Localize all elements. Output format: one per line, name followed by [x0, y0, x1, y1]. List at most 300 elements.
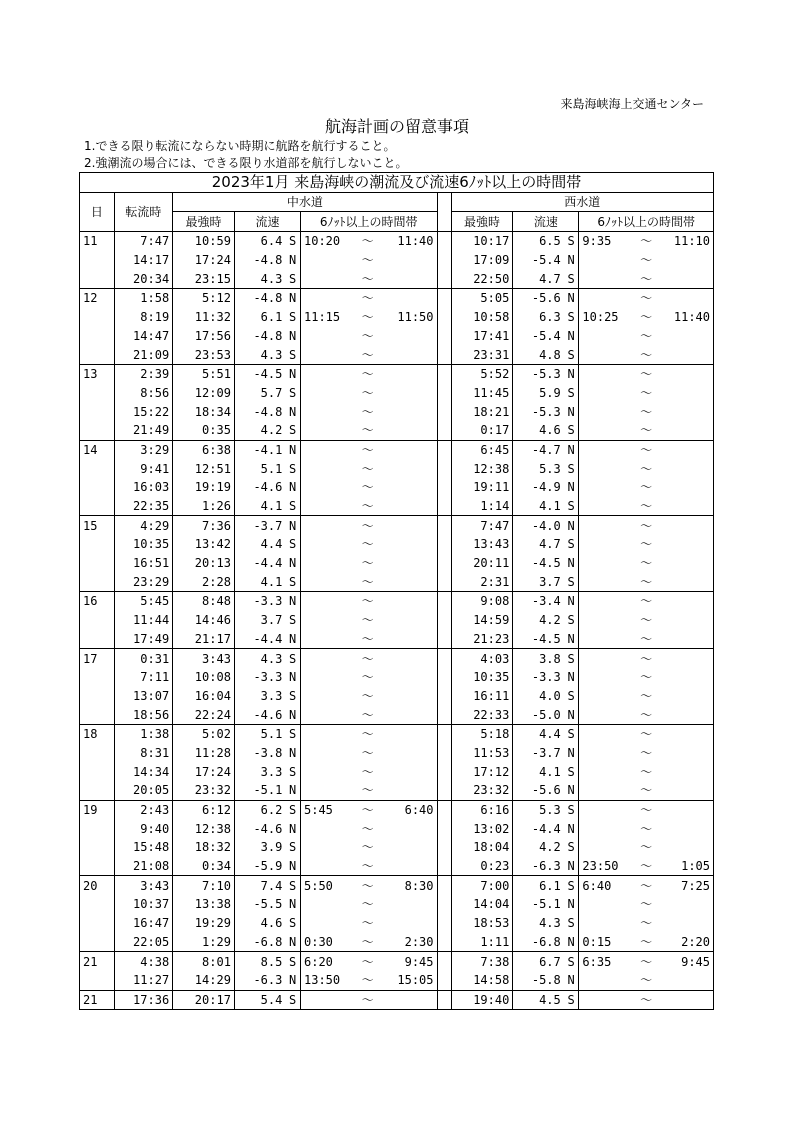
cell-naka-direction: S: [285, 611, 300, 630]
cell-turn-time: 9:41: [114, 459, 173, 478]
cell-nishi-max-time: 18:21: [451, 402, 513, 421]
cell-naka-max-time: 13:38: [173, 895, 235, 914]
cell-naka-window-tilde: ～: [361, 613, 374, 628]
cell-day: [80, 895, 115, 914]
col-header-day: 日: [80, 192, 115, 231]
table-row: [80, 478, 714, 497]
cell-nishi-window-start: [579, 251, 631, 270]
cell-nishi-window-end: [661, 724, 713, 743]
cell-nishi-speed: -4.5: [513, 630, 564, 649]
cell-naka-window-start: [301, 402, 353, 421]
cell-nishi-direction: S: [564, 952, 579, 971]
cell-nishi-max-time: 0:23: [451, 857, 513, 876]
cell-nishi-direction: S: [564, 459, 579, 478]
cell-nishi-direction: N: [564, 516, 579, 535]
cell-naka-direction: S: [285, 232, 300, 251]
cell-naka-window-tilde: ～: [353, 876, 383, 895]
cell-turn-time: 9:40: [114, 819, 173, 838]
column-gap: [437, 819, 451, 838]
cell-naka-window-tilde: ～: [361, 347, 374, 362]
cell-day: [80, 535, 115, 554]
cell-nishi-speed: -4.4: [513, 819, 564, 838]
cell-day: [80, 668, 115, 687]
cell-naka-window-tilde: ～: [361, 404, 374, 419]
cell-nishi-window-tilde: ～: [640, 537, 653, 552]
cell-naka-direction: N: [285, 402, 300, 421]
cell-nishi-speed: 6.7: [513, 952, 564, 971]
cell-naka-window-end: [383, 364, 437, 383]
cell-naka-max-time: 12:38: [173, 819, 235, 838]
cell-nishi-window-start: [579, 971, 631, 990]
cell-nishi-speed: -5.3: [513, 402, 564, 421]
cell-nishi-max-time: 20:11: [451, 554, 513, 573]
col-header-naka-window: 6ﾉｯﾄ以上の時間帯: [301, 212, 438, 232]
cell-nishi-max-time: 22:50: [451, 269, 513, 288]
cell-nishi-max-time: 7:00: [451, 876, 513, 895]
note-2: 2.強潮流の場合には、できる限り水道部を航行しないこと。: [84, 156, 408, 170]
cell-nishi-direction: S: [564, 649, 579, 668]
column-gap: [437, 952, 451, 971]
column-gap: [437, 251, 451, 270]
table-row: [80, 345, 714, 364]
cell-naka-direction: S: [285, 687, 300, 706]
cell-naka-window-end: [383, 535, 437, 554]
cell-nishi-speed: 4.3: [513, 914, 564, 933]
cell-day: [80, 687, 115, 706]
cell-naka-window-start: [301, 592, 353, 611]
cell-nishi-max-time: 17:12: [451, 762, 513, 781]
cell-naka-window-start: [301, 345, 353, 364]
cell-nishi-max-time: 5:52: [451, 364, 513, 383]
cell-nishi-window-tilde: ～: [640, 745, 653, 760]
cell-naka-max-time: 20:13: [173, 554, 235, 573]
cell-naka-window-end: 6:40: [383, 800, 437, 819]
cell-nishi-max-time: 19:40: [451, 990, 513, 1010]
cell-day: [80, 402, 115, 421]
cell-naka-max-time: 17:24: [173, 762, 235, 781]
cell-nishi-speed: 4.1: [513, 762, 564, 781]
column-gap: [437, 592, 451, 611]
cell-nishi-window-end: [661, 592, 713, 611]
cell-naka-window-start: [301, 554, 353, 573]
column-gap: [437, 269, 451, 288]
cell-nishi-direction: S: [564, 269, 579, 288]
cell-nishi-window-start: [579, 800, 631, 819]
cell-naka-max-time: 22:24: [173, 705, 235, 724]
table-row: [80, 611, 714, 630]
cell-turn-time: 3:43: [114, 876, 173, 895]
cell-naka-window-start: [301, 668, 353, 687]
cell-nishi-direction: N: [564, 971, 579, 990]
cell-nishi-window-tilde: ～: [640, 821, 653, 836]
column-gap: [437, 497, 451, 516]
cell-nishi-speed: 4.6: [513, 421, 564, 440]
cell-nishi-window-end: [661, 687, 713, 706]
cell-nishi-window-tilde: ～: [640, 631, 653, 646]
cell-nishi-max-time: 17:09: [451, 251, 513, 270]
cell-naka-window-start: [301, 478, 353, 497]
cell-turn-time: 16:47: [114, 914, 173, 933]
cell-naka-max-time: 2:28: [173, 572, 235, 591]
column-gap: [437, 478, 451, 497]
cell-nishi-window-tilde: ～: [640, 973, 653, 988]
cell-naka-window-end: [383, 345, 437, 364]
cell-nishi-speed: 6.3: [513, 308, 564, 327]
cell-nishi-max-time: 17:41: [451, 327, 513, 346]
cell-day: 13: [80, 364, 115, 383]
cell-naka-window-end: [383, 895, 437, 914]
cell-nishi-window-start: [579, 724, 631, 743]
cell-nishi-window-start: 23:50: [579, 857, 631, 876]
cell-nishi-window-start: [579, 535, 631, 554]
cell-naka-window-tilde: ～: [361, 480, 374, 495]
cell-nishi-max-time: 16:11: [451, 687, 513, 706]
cell-nishi-window-tilde: ～: [640, 480, 653, 495]
cell-turn-time: 14:17: [114, 251, 173, 270]
cell-nishi-direction: N: [564, 251, 579, 270]
column-gap: [437, 289, 451, 308]
cell-naka-window-end: [383, 516, 437, 535]
cell-nishi-direction: S: [564, 990, 579, 1010]
cell-naka-window-end: [383, 402, 437, 421]
column-gap: [437, 914, 451, 933]
cell-nishi-window-end: 1:05: [661, 857, 713, 876]
column-gap: [437, 421, 451, 440]
table-row: [80, 724, 714, 743]
cell-nishi-window-end: [661, 762, 713, 781]
cell-naka-window-tilde: ～: [361, 840, 374, 855]
cell-nishi-window-end: [661, 345, 713, 364]
table-row: [80, 933, 714, 952]
table-title: 2023年1月 来島海峡の潮流及び流速6ﾉｯﾄ以上の時間帯: [80, 173, 714, 193]
cell-nishi-window-start: [579, 611, 631, 630]
cell-naka-direction: N: [285, 364, 300, 383]
cell-naka-window-end: [383, 251, 437, 270]
cell-day: 19: [80, 800, 115, 819]
cell-nishi-direction: N: [564, 440, 579, 459]
cell-naka-window-start: [301, 649, 353, 668]
cell-naka-window-start: [301, 384, 353, 403]
cell-nishi-window-tilde: ～: [640, 310, 653, 325]
cell-nishi-speed: -3.7: [513, 744, 564, 763]
cell-nishi-window-end: [661, 251, 713, 270]
cell-naka-window-start: [301, 781, 353, 800]
cell-nishi-window-tilde: ～: [640, 271, 653, 286]
cell-day: 20: [80, 876, 115, 895]
cell-naka-speed: 4.3: [234, 649, 285, 668]
cell-naka-speed: -4.5: [234, 364, 285, 383]
cell-nishi-window-end: [661, 914, 713, 933]
cell-day: [80, 497, 115, 516]
column-gap: [437, 440, 451, 459]
cell-naka-window-start: [301, 289, 353, 308]
cell-naka-window-end: [383, 914, 437, 933]
cell-nishi-max-time: 10:35: [451, 668, 513, 687]
cell-naka-max-time: 14:46: [173, 611, 235, 630]
cell-nishi-direction: N: [564, 705, 579, 724]
table-row: [80, 289, 714, 308]
cell-naka-window-end: [383, 384, 437, 403]
cell-naka-max-time: 11:28: [173, 744, 235, 763]
cell-naka-max-time: 8:48: [173, 592, 235, 611]
cell-nishi-window-end: [661, 384, 713, 403]
cell-nishi-window-start: [579, 592, 631, 611]
cell-nishi-window-end: [661, 668, 713, 687]
cell-nishi-speed: 3.8: [513, 649, 564, 668]
cell-naka-window-end: 8:30: [383, 876, 437, 895]
cell-naka-max-time: 18:32: [173, 838, 235, 857]
cell-nishi-direction: S: [564, 232, 579, 251]
cell-naka-window-start: [301, 440, 353, 459]
cell-nishi-window-start: [579, 327, 631, 346]
cell-naka-direction: N: [285, 554, 300, 573]
cell-naka-max-time: 23:53: [173, 345, 235, 364]
cell-nishi-window-start: [579, 402, 631, 421]
cell-naka-window-end: [383, 687, 437, 706]
cell-naka-max-time: 1:26: [173, 497, 235, 516]
cell-nishi-window-end: [661, 838, 713, 857]
column-gap: [437, 535, 451, 554]
cell-nishi-speed: 4.1: [513, 497, 564, 516]
cell-naka-window-end: [383, 572, 437, 591]
column-gap: [437, 744, 451, 763]
cell-day: 21: [80, 990, 115, 1010]
cell-nishi-direction: N: [564, 744, 579, 763]
cell-nishi-window-end: [661, 990, 713, 1010]
cell-nishi-direction: N: [564, 933, 579, 952]
cell-naka-window-start: [301, 724, 353, 743]
cell-naka-window-end: [383, 705, 437, 724]
cell-nishi-window-start: [579, 516, 631, 535]
cell-nishi-direction: S: [564, 687, 579, 706]
cell-naka-max-time: 5:51: [173, 364, 235, 383]
cell-day: 17: [80, 649, 115, 668]
cell-turn-time: 21:08: [114, 857, 173, 876]
cell-naka-window-end: 2:30: [383, 933, 437, 952]
cell-nishi-window-end: [661, 497, 713, 516]
cell-nishi-max-time: 21:23: [451, 630, 513, 649]
cell-naka-window-start: 5:50: [301, 876, 353, 895]
cell-day: [80, 914, 115, 933]
cell-naka-direction: N: [285, 744, 300, 763]
cell-naka-speed: -4.8: [234, 327, 285, 346]
cell-naka-speed: 5.7: [234, 384, 285, 403]
cell-naka-max-time: 0:34: [173, 857, 235, 876]
cell-nishi-speed: -4.5: [513, 554, 564, 573]
cell-naka-direction: N: [285, 705, 300, 724]
cell-nishi-direction: S: [564, 421, 579, 440]
table-row: [80, 705, 714, 724]
cell-naka-window-end: [383, 478, 437, 497]
cell-nishi-window-end: [661, 327, 713, 346]
cell-naka-direction: N: [285, 251, 300, 270]
cell-nishi-window-start: [579, 384, 631, 403]
cell-day: [80, 762, 115, 781]
cell-naka-window-tilde: ～: [361, 934, 374, 949]
cell-turn-time: 14:34: [114, 762, 173, 781]
cell-naka-window-start: [301, 269, 353, 288]
cell-day: [80, 744, 115, 763]
cell-nishi-max-time: 19:11: [451, 478, 513, 497]
cell-nishi-window-tilde: ～: [640, 423, 653, 438]
cell-naka-direction: S: [285, 762, 300, 781]
cell-naka-window-start: [301, 572, 353, 591]
column-gap: [437, 668, 451, 687]
cell-nishi-window-tilde: ～: [640, 556, 653, 571]
cell-nishi-max-time: 7:47: [451, 516, 513, 535]
column-gap: [437, 192, 451, 231]
cell-naka-direction: N: [285, 781, 300, 800]
cell-naka-window-tilde: ～: [361, 916, 374, 931]
cell-nishi-speed: -4.7: [513, 440, 564, 459]
cell-nishi-max-time: 7:38: [451, 952, 513, 971]
cell-naka-speed: 4.2: [234, 421, 285, 440]
cell-naka-window-end: [383, 781, 437, 800]
column-gap: [437, 232, 451, 251]
cell-day: [80, 819, 115, 838]
cell-naka-max-time: 21:17: [173, 630, 235, 649]
cell-nishi-window-tilde: ～: [640, 783, 653, 798]
cell-turn-time: 5:45: [114, 592, 173, 611]
cell-nishi-window-end: [661, 516, 713, 535]
cell-naka-window-tilde: ～: [361, 461, 374, 476]
cell-naka-window-end: 9:45: [383, 952, 437, 971]
cell-naka-speed: -4.8: [234, 251, 285, 270]
cell-turn-time: 2:43: [114, 800, 173, 819]
cell-naka-direction: S: [285, 990, 300, 1010]
cell-day: [80, 933, 115, 952]
cell-naka-window-tilde: ～: [361, 574, 374, 589]
cell-naka-window-tilde: ～: [361, 253, 374, 268]
cell-nishi-window-end: [661, 535, 713, 554]
cell-naka-speed: 4.1: [234, 572, 285, 591]
cell-naka-window-tilde: ～: [361, 631, 374, 646]
table-row: [80, 687, 714, 706]
cell-nishi-window-start: [579, 687, 631, 706]
cell-nishi-window-tilde: ～: [640, 840, 653, 855]
cell-naka-window-end: [383, 762, 437, 781]
cell-day: 21: [80, 952, 115, 971]
cell-naka-speed: 3.3: [234, 762, 285, 781]
cell-nishi-speed: -5.4: [513, 327, 564, 346]
cell-nishi-window-start: [579, 819, 631, 838]
col-header-naka: 中水道: [173, 192, 437, 212]
cell-nishi-window-start: [579, 895, 631, 914]
cell-nishi-max-time: 14:58: [451, 971, 513, 990]
column-gap: [437, 649, 451, 668]
cell-naka-window-start: [301, 819, 353, 838]
cell-naka-window-start: 10:20: [301, 232, 353, 251]
cell-naka-speed: -3.3: [234, 592, 285, 611]
cell-nishi-window-start: [579, 364, 631, 383]
cell-nishi-max-time: 1:11: [451, 933, 513, 952]
table-row: [80, 402, 714, 421]
cell-day: 14: [80, 440, 115, 459]
cell-nishi-window-tilde: ～: [631, 876, 661, 895]
cell-naka-max-time: 6:38: [173, 440, 235, 459]
cell-naka-direction: S: [285, 800, 300, 819]
cell-naka-speed: -4.4: [234, 630, 285, 649]
cell-naka-max-time: 7:36: [173, 516, 235, 535]
cell-nishi-window-end: [661, 269, 713, 288]
cell-day: [80, 781, 115, 800]
cell-nishi-window-start: [579, 289, 631, 308]
cell-nishi-window-end: 2:20: [661, 933, 713, 952]
cell-nishi-max-time: 11:45: [451, 384, 513, 403]
cell-turn-time: 2:39: [114, 364, 173, 383]
cell-naka-max-time: 23:32: [173, 781, 235, 800]
cell-nishi-speed: -5.6: [513, 289, 564, 308]
cell-turn-time: 8:56: [114, 384, 173, 403]
cell-naka-window-end: [383, 857, 437, 876]
cell-naka-max-time: 13:42: [173, 535, 235, 554]
cell-nishi-window-end: [661, 459, 713, 478]
cell-naka-window-tilde: ～: [353, 440, 383, 459]
cell-day: 18: [80, 724, 115, 743]
cell-turn-time: 8:19: [114, 308, 173, 327]
cell-nishi-window-end: 9:45: [661, 952, 713, 971]
cell-nishi-direction: N: [564, 478, 579, 497]
cell-nishi-window-start: 10:25: [579, 308, 631, 327]
cell-naka-direction: S: [285, 838, 300, 857]
cell-nishi-window-start: [579, 554, 631, 573]
cell-nishi-speed: 4.7: [513, 269, 564, 288]
cell-nishi-speed: -5.1: [513, 895, 564, 914]
cell-naka-direction: N: [285, 478, 300, 497]
cell-turn-time: 1:58: [114, 289, 173, 308]
cell-naka-window-start: [301, 516, 353, 535]
column-gap: [437, 838, 451, 857]
cell-naka-window-tilde: ～: [361, 499, 374, 514]
cell-naka-direction: S: [285, 345, 300, 364]
cell-nishi-window-end: [661, 440, 713, 459]
cell-nishi-window-tilde: ～: [631, 592, 661, 611]
cell-nishi-direction: S: [564, 876, 579, 895]
cell-naka-window-end: [383, 554, 437, 573]
cell-naka-speed: 7.4: [234, 876, 285, 895]
cell-naka-speed: 5.4: [234, 990, 285, 1010]
cell-turn-time: 17:49: [114, 630, 173, 649]
column-gap: [437, 971, 451, 990]
cell-nishi-window-end: [661, 819, 713, 838]
cell-naka-max-time: 8:01: [173, 952, 235, 971]
cell-nishi-window-end: [661, 630, 713, 649]
cell-nishi-direction: S: [564, 800, 579, 819]
cell-naka-window-end: [383, 421, 437, 440]
cell-nishi-window-end: [661, 971, 713, 990]
table-row: [80, 971, 714, 990]
column-gap: [437, 516, 451, 535]
cell-nishi-window-tilde: ～: [640, 404, 653, 419]
cell-nishi-max-time: 13:02: [451, 819, 513, 838]
cell-naka-window-end: [383, 459, 437, 478]
cell-naka-window-tilde: ～: [361, 859, 374, 874]
cell-turn-time: 17:36: [114, 990, 173, 1010]
cell-nishi-window-tilde: ～: [640, 934, 653, 949]
cell-naka-window-tilde: ～: [361, 556, 374, 571]
cell-naka-window-start: [301, 990, 353, 1010]
cell-naka-window-start: [301, 421, 353, 440]
document-title: 航海計画の留意事項: [324, 117, 469, 136]
column-gap: [437, 724, 451, 743]
cell-turn-time: 23:29: [114, 572, 173, 591]
cell-naka-speed: -4.1: [234, 440, 285, 459]
cell-nishi-speed: 4.2: [513, 838, 564, 857]
cell-nishi-window-start: [579, 705, 631, 724]
table-row: [80, 857, 714, 876]
cell-nishi-window-start: [579, 497, 631, 516]
table-row: [80, 876, 714, 895]
